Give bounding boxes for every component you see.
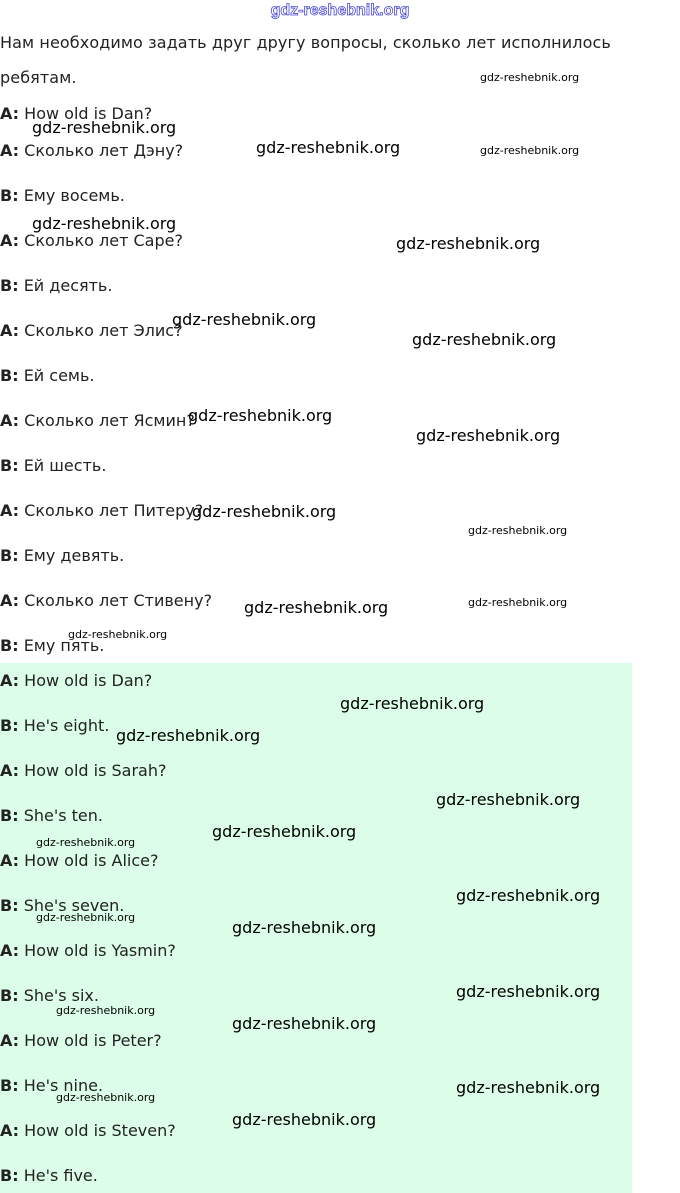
- answer-line: [0, 986, 99, 1005]
- watermark: gdz-reshebnik.org: [116, 726, 261, 745]
- answer-text: How old is Sarah?: [24, 761, 167, 780]
- dialog-line: [0, 456, 106, 475]
- dialog-line: [0, 501, 203, 520]
- answer-text: How old is Peter?: [24, 1031, 162, 1050]
- watermark: gdz-reshebnik.org: [36, 836, 136, 849]
- answer-text: She's ten.: [23, 806, 103, 825]
- watermark: gdz-reshebnik.org: [32, 118, 177, 137]
- dialog-line: [0, 411, 195, 430]
- speaker-label: A:: [0, 1031, 20, 1050]
- answer-line: [0, 806, 103, 825]
- speaker-label: A:: [0, 671, 20, 690]
- speaker-label: B:: [0, 1076, 19, 1095]
- speaker-label: B:: [0, 1166, 19, 1185]
- watermark: gdz-reshebnik.org: [468, 596, 568, 609]
- watermark: gdz-reshebnik.org: [188, 406, 333, 425]
- watermark: gdz-reshebnik.org: [340, 694, 485, 713]
- watermark: gdz-reshebnik.org: [396, 234, 541, 253]
- watermark: gdz-reshebnik.org: [456, 1078, 601, 1097]
- dialog-text: Ей шесть.: [23, 456, 107, 475]
- watermark: gdz-reshebnik.org: [32, 214, 177, 233]
- dialog-text: Сколько лет Стивену?: [24, 591, 213, 610]
- answer-text: He's five.: [23, 1166, 98, 1185]
- dialog-text: Сколько лет Питеру?: [24, 501, 204, 520]
- answer-text: How old is Steven?: [24, 1121, 176, 1140]
- dialog-text: How old is Dan?: [24, 104, 153, 123]
- speaker-label: B:: [0, 456, 19, 475]
- speaker-label: A:: [0, 1121, 20, 1140]
- watermark: gdz-reshebnik.org: [416, 426, 561, 445]
- speaker-label: A:: [0, 501, 20, 520]
- speaker-label: B:: [0, 546, 19, 565]
- watermark: gdz-reshebnik.org: [480, 144, 580, 157]
- watermark: gdz-reshebnik.org: [456, 982, 601, 1001]
- speaker-label: A:: [0, 231, 20, 250]
- dialog-text: Ему пять.: [23, 636, 105, 655]
- speaker-label: A:: [0, 591, 20, 610]
- dialog-line: [0, 321, 183, 340]
- answer-line: [0, 851, 158, 870]
- answer-text: She's six.: [23, 986, 99, 1005]
- header-watermark: gdz-reshebnik.org: [270, 2, 410, 19]
- watermark: gdz-reshebnik.org: [36, 911, 136, 924]
- dialog-text: Ей десять.: [23, 276, 113, 295]
- watermark: gdz-reshebnik.org: [480, 71, 580, 84]
- dialog-text: Сколько лет Ясмин?: [24, 411, 195, 430]
- answer-text: He's eight.: [23, 716, 110, 735]
- answer-line: [0, 761, 166, 780]
- answer-text: How old is Dan?: [24, 671, 153, 690]
- speaker-label: B:: [0, 986, 19, 1005]
- answer-text: He's nine.: [23, 1076, 104, 1095]
- dialog-line: [0, 366, 95, 385]
- speaker-label: B:: [0, 186, 19, 205]
- watermark: gdz-reshebnik.org: [256, 138, 401, 157]
- answer-text: How old is Alice?: [24, 851, 159, 870]
- watermark: gdz-reshebnik.org: [172, 310, 317, 329]
- speaker-label: A:: [0, 851, 20, 870]
- speaker-label: A:: [0, 104, 20, 123]
- watermark: gdz-reshebnik.org: [244, 598, 389, 617]
- dialog-line: [0, 546, 124, 565]
- dialog-line: [0, 591, 212, 610]
- intro-paragraph: Нам необходимо задать друг другу вопросы, сколько лет исполнилось ребятам.: [0, 33, 611, 87]
- watermark: gdz-reshebnik.org: [232, 1014, 377, 1033]
- dialog-text: Сколько лет Саре?: [24, 231, 183, 250]
- answer-text: How old is Yasmin?: [24, 941, 176, 960]
- watermark: gdz-reshebnik.org: [56, 1091, 156, 1104]
- answer-line: [0, 671, 152, 690]
- dialog-text: Сколько лет Дэну?: [24, 141, 184, 160]
- watermark: gdz-reshebnik.org: [436, 790, 581, 809]
- speaker-label: A:: [0, 141, 20, 160]
- watermark: gdz-reshebnik.org: [192, 502, 337, 521]
- answer-line: [0, 1121, 176, 1140]
- dialog-text: Ей семь.: [23, 366, 95, 385]
- speaker-label: A:: [0, 761, 20, 780]
- dialog-line: [0, 231, 183, 250]
- watermark: gdz-reshebnik.org: [56, 1004, 156, 1017]
- dialog-text: Сколько лет Элис?: [24, 321, 183, 340]
- speaker-label: B:: [0, 716, 19, 735]
- speaker-label: A:: [0, 321, 20, 340]
- dialog-line: [0, 276, 112, 295]
- speaker-label: B:: [0, 636, 19, 655]
- answer-line: [0, 716, 109, 735]
- answer-line: [0, 941, 176, 960]
- answer-text: She's seven.: [23, 896, 125, 915]
- dialog-text: Ему восемь.: [23, 186, 125, 205]
- answer-line: [0, 1031, 162, 1050]
- watermark: gdz-reshebnik.org: [212, 822, 357, 841]
- speaker-label: B:: [0, 896, 19, 915]
- speaker-label: B:: [0, 806, 19, 825]
- speaker-label: B:: [0, 366, 19, 385]
- dialog-text: Ему девять.: [23, 546, 125, 565]
- dialog-line: [0, 141, 183, 160]
- watermark: gdz-reshebnik.org: [232, 1110, 377, 1129]
- watermark: gdz-reshebnik.org: [232, 918, 377, 937]
- speaker-label: A:: [0, 941, 20, 960]
- speaker-label: B:: [0, 276, 19, 295]
- watermark: gdz-reshebnik.org: [456, 886, 601, 905]
- watermark: gdz-reshebnik.org: [468, 524, 568, 537]
- speaker-label: A:: [0, 411, 20, 430]
- dialog-line: [0, 186, 125, 205]
- watermark: gdz-reshebnik.org: [68, 628, 168, 641]
- watermark: gdz-reshebnik.org: [412, 330, 557, 349]
- answer-line: [0, 1166, 98, 1185]
